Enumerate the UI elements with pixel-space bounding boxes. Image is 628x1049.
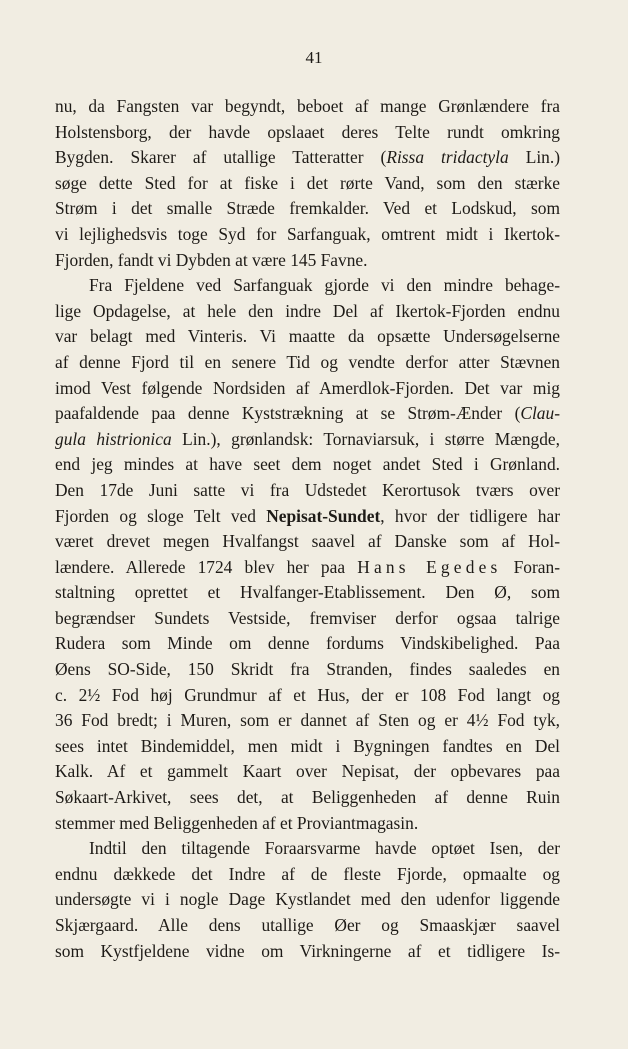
text-line: lige Opdagelse, at hele den indre Del af Ikertok-Fjorden endnu: [55, 300, 560, 321]
text-line: end jeg mindes at have seet dem noget andet Sted i Grønland.: [55, 454, 560, 475]
text-line: Fjorden og sloge Telt ved Nepisat-Sundet, hvor der tidligere har: [55, 505, 560, 526]
text-line: Den 17de Juni satte vi fra Udstedet Kerortusok tværs over: [55, 479, 560, 500]
text-line: været drevet megen Hvalfangst saavel af Danske som af Hol-: [55, 531, 560, 552]
text-line: Holstensborg, der havde opslaaet deres Telte rundt omkring: [55, 121, 560, 142]
text-line: Fjorden, fandt vi Dybden at være 145 Favne.: [55, 249, 368, 270]
paragraph-start: Fra Fjeldene ved Sarfanguak gjorde vi den mindre behage-: [89, 275, 560, 296]
text-line: 36 Fod bredt; i Muren, som er dannet af Sten og er 4½ Fod tyk,: [55, 710, 560, 731]
text-line: c. 2½ Fod høj Grundmur af et Hus, der er 108 Fod langt og: [55, 684, 560, 705]
text-line: vi lejlighedsvis toge Syd for Sarfanguak, omtrent midt i Ikertok-: [55, 223, 560, 244]
species-name: Clau-: [520, 403, 560, 424]
text-line: stemmer med Beliggenheden af et Proviantmagasin.: [55, 812, 419, 833]
text-line: var belagt med Vinteris. Vi maatte da opsætte Undersøgelserne: [55, 326, 560, 347]
text-line: lændere. Allerede 1724 blev her paa Hans Egedes Foran-: [55, 556, 560, 577]
species-name: gula histrionica: [55, 428, 172, 449]
text-line: søge dette Sted for at fiske i det rørte Vand, som den stærke: [55, 172, 560, 193]
text-line: nu, da Fangsten var begyndt, beboet af mange Grønlændere fra: [55, 96, 560, 116]
text-line: af denne Fjord til en senere Tid og vendte derfor atter Stævnen: [55, 351, 560, 372]
text-line: gula histrionica Lin.), grønlandsk: Tornaviarsuk, i større Mængde,: [55, 428, 560, 449]
text-line: undersøgte vi i nogle Dage Kystlandet med den udenfor liggende: [55, 889, 560, 910]
text-line: Rudera som Minde om denne fordums Vindskibelighed. Paa: [55, 633, 560, 654]
text-line: Kalk. Af et gammelt Kaart over Nepisat, der opbevares paa: [55, 761, 560, 782]
place-name: Nepisat-Sundet: [266, 505, 381, 526]
body-text: [55, 94, 560, 964]
text-line: Strøm i det smalle Stræde fremkalder. Ved et Lodskud, som: [55, 198, 560, 219]
text-line: sees intet Bindemiddel, men midt i Bygningen fandtes en Del: [55, 735, 560, 756]
text-line: imod Vest følgende Nordsiden af Amerdlok-Fjorden. Det var mig: [55, 377, 560, 398]
text-line: Søkaart-Arkivet, sees det, at Beliggenheden af denne Ruin: [55, 787, 560, 808]
person-name: Hans Egedes: [357, 556, 502, 577]
text-line: endnu dækkede det Indre af de fleste Fjorde, opmaalte og: [55, 863, 560, 884]
text-line: Skjærgaard. Alle dens utallige Øer og Smaaskjær saavel: [55, 915, 560, 935]
text-line: Bygden. Skarer af utallige Tatteratter (Rissa tridactyla Lin.): [55, 147, 560, 168]
text-line: begrændser Sundets Vestside, fremviser derfor ogsaa talrige: [55, 607, 560, 628]
page-number: 41: [305, 48, 323, 67]
text-line: paafaldende paa denne Kyststrækning at se Strøm-Ænder (Clau-: [55, 403, 560, 424]
text-line: Øens SO-Side, 150 Skridt fra Stranden, findes saaledes en: [55, 659, 560, 680]
paragraph-start: Indtil den tiltagende Foraarsvarme havde optøet Isen, der: [89, 838, 560, 859]
text-line: staltning oprettet et Hvalfanger-Etablissement. Den Ø, som: [55, 582, 560, 603]
text-line: som Kystfjeldene vidne om Virkningerne af et tidligere Is-: [55, 940, 560, 961]
species-name: Rissa tridactyla: [386, 147, 509, 168]
